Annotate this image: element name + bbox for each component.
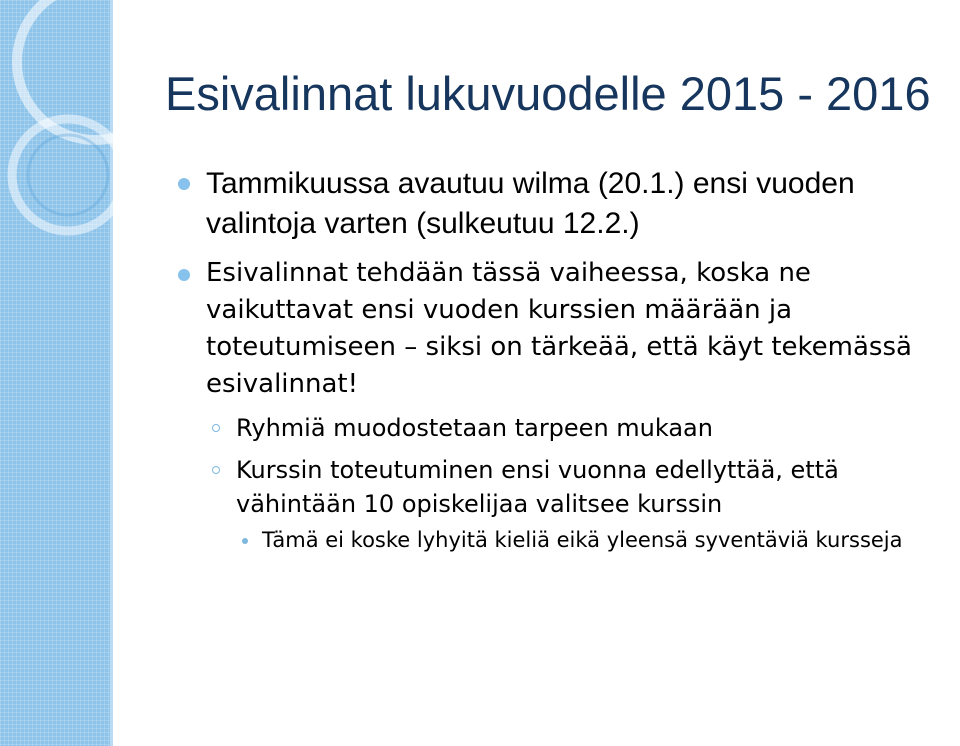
sub-bullet-text: Kurssin toteutuminen ensi vuonna edellyttää, että vähintään 10 opiskelijaa valitsee kurssin [236, 456, 839, 518]
bullet-dot-icon [178, 269, 190, 281]
bullet-item [178, 255, 948, 403]
decorative-rings-graphic [0, 0, 160, 260]
bullet-text: Esivalinnat tehdään tässä vaiheessa, koska ne vaikuttavat ensi vuoden kurssien määrään ja toteutumiseen – siksi on tärkeää, että käyt tekemässä esivalinnat! [206, 258, 912, 399]
slide-title: Esivalinnat lukuvuodelle 2015 - 2016 [165, 67, 931, 120]
sub-bullet-text: Ryhmiä muodostetaan tarpeen mukaan [236, 414, 713, 442]
bullet-ring-icon [212, 424, 220, 432]
sub-sub-bullet-item [236, 525, 948, 556]
sub-bullet-item [208, 453, 948, 521]
sub-sub-bullet-text: Tämä ei koske lyhyitä kieliä eikä yleensä syventäviä kursseja [262, 528, 903, 552]
bullet-item [178, 164, 948, 244]
bullet-text: Tammikuussa avautuu wilma (20.1.) ensi vuoden valintoja varten (sulkeutuu 12.2.) [206, 167, 855, 240]
bullet-small-dot-icon [242, 538, 248, 544]
bullet-list [178, 164, 948, 556]
bullet-ring-icon [212, 466, 220, 474]
sub-bullet-item [208, 411, 948, 445]
bullet-dot-icon [178, 178, 190, 190]
